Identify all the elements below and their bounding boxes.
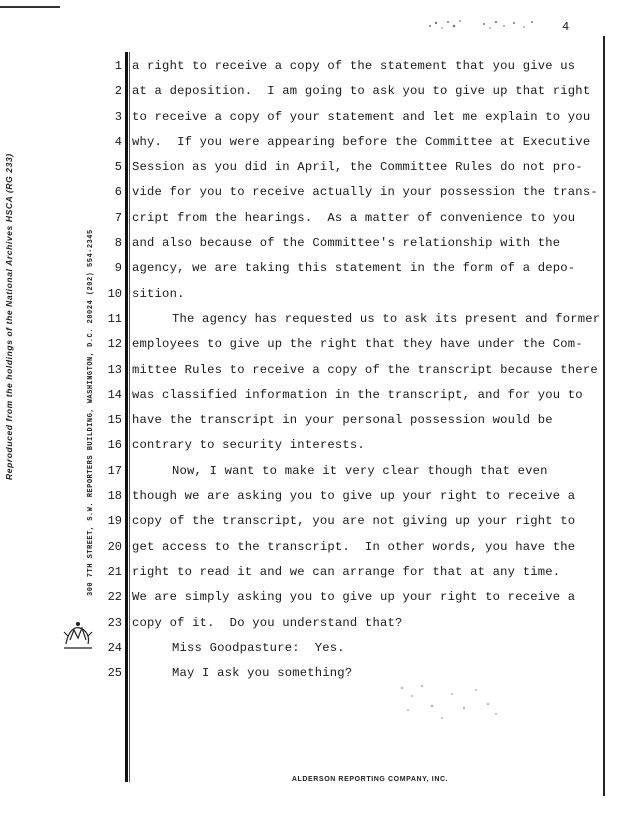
archive-note: Reproduced from the holdings of the National Archives HSCA (RG 233) — [4, 153, 14, 480]
transcript-line — [98, 236, 608, 261]
line-text: right to read it and we can arrange for that at any time. — [132, 564, 561, 579]
line-number: 12 — [107, 337, 122, 352]
scan-smudge — [392, 676, 512, 726]
line-text: though we are asking you to give up your right to receive a — [132, 489, 576, 504]
transcript-line — [98, 337, 608, 362]
transcript-line — [98, 464, 608, 489]
line-text: agency, we are taking this statement in the form of a depo- — [132, 261, 576, 276]
line-number: 10 — [107, 286, 122, 301]
line-text: cript from the hearings. As a matter of convenience to you — [132, 210, 576, 225]
transcript-line — [98, 135, 608, 160]
line-number: 23 — [107, 615, 122, 630]
line-number: 8 — [114, 236, 122, 251]
line-text: vide for you to receive actually in your possession the trans- — [132, 185, 598, 200]
line-text: sition. — [132, 286, 185, 301]
transcript-line — [98, 261, 608, 286]
transcript-line — [98, 438, 608, 463]
transcript-line — [98, 84, 608, 109]
transcript-line — [98, 211, 608, 236]
line-number: 16 — [107, 438, 122, 453]
line-number: 24 — [107, 640, 122, 655]
line-text: mittee Rules to receive a copy of the transcript because there — [132, 362, 598, 377]
reporting-company-footer: ALDERSON REPORTING COMPANY, INC. — [291, 776, 449, 783]
line-number: 7 — [114, 210, 122, 225]
line-number: 18 — [107, 489, 122, 504]
line-number: 4 — [114, 134, 122, 149]
line-text: to receive a copy of your statement and let me explain to you — [132, 109, 591, 124]
line-number: 15 — [107, 413, 122, 428]
line-number: 11 — [107, 311, 122, 326]
transcript-line — [98, 540, 608, 565]
transcript-line — [98, 666, 608, 691]
line-text: Session as you did in April, the Committee Rules do not pro- — [132, 160, 583, 175]
line-text: May I ask you something? — [172, 666, 353, 681]
line-number: 2 — [114, 84, 122, 99]
transcript-line — [98, 59, 608, 84]
line-number: 19 — [107, 514, 122, 529]
transcript-line — [98, 287, 608, 312]
line-text: and also because of the Committee's relationship with the — [132, 236, 561, 251]
transcript-line — [98, 388, 608, 413]
transcript-line — [98, 565, 608, 590]
line-text: contrary to security interests. — [132, 438, 365, 453]
transcript-line — [98, 616, 608, 641]
line-number: 1 — [114, 59, 122, 73]
line-text: Miss Goodpasture: Yes. — [172, 640, 345, 655]
line-text: get access to the transcript. In other words, you have the — [132, 539, 576, 554]
archives-seal-icon — [60, 618, 96, 654]
line-text: why. If you were appearing before the Committee at Executive — [132, 134, 591, 149]
transcript-line — [98, 363, 608, 388]
line-text: We are simply asking you to give up your right to receive a — [132, 590, 576, 605]
transcript-line — [98, 590, 608, 615]
line-text: a right to receive a copy of the statement that you give us — [132, 59, 576, 73]
line-number: 9 — [114, 261, 122, 276]
line-number: 20 — [107, 539, 122, 554]
line-number: 3 — [114, 109, 122, 124]
line-number: 25 — [107, 666, 122, 681]
line-number: 13 — [107, 362, 122, 377]
line-text: was classified information in the transcript, and for you to — [132, 387, 583, 402]
line-number: 14 — [107, 387, 122, 402]
line-number: 21 — [107, 564, 122, 579]
scan-smudge — [424, 14, 544, 36]
line-number: 22 — [107, 590, 122, 605]
line-text: have the transcript in your personal possession would be — [132, 413, 553, 428]
transcript-line — [98, 413, 608, 438]
line-number: 6 — [114, 185, 122, 200]
transcript-line — [98, 110, 608, 135]
line-text: employees to give up the right that they have under the Com- — [132, 337, 583, 352]
transcript-line — [98, 160, 608, 185]
line-text: copy of the transcript, you are not giving up your right to — [132, 514, 576, 529]
transcript-line — [98, 489, 608, 514]
transcript-body — [98, 59, 608, 691]
top-left-rule — [0, 6, 60, 8]
line-number: 5 — [114, 160, 122, 175]
transcript-line — [98, 514, 608, 539]
line-text: Now, I want to make it very clear though that even — [172, 463, 548, 478]
transcript-line — [98, 312, 608, 337]
transcript-line — [98, 185, 608, 210]
reporter-address: 300 7TH STREET, S.W. REPORTERS BUILDING, WASHINGTON, D.C. 20024 (202) 554-2345 — [87, 229, 95, 596]
transcript-line — [98, 641, 608, 666]
page-number: 4 — [562, 20, 570, 34]
line-number: 17 — [107, 463, 122, 478]
line-text: at a deposition. I am going to ask you to give up that right — [132, 84, 591, 99]
line-text: copy of it. Do you understand that? — [132, 615, 403, 630]
line-text: The agency has requested us to ask its present and former — [172, 311, 601, 326]
